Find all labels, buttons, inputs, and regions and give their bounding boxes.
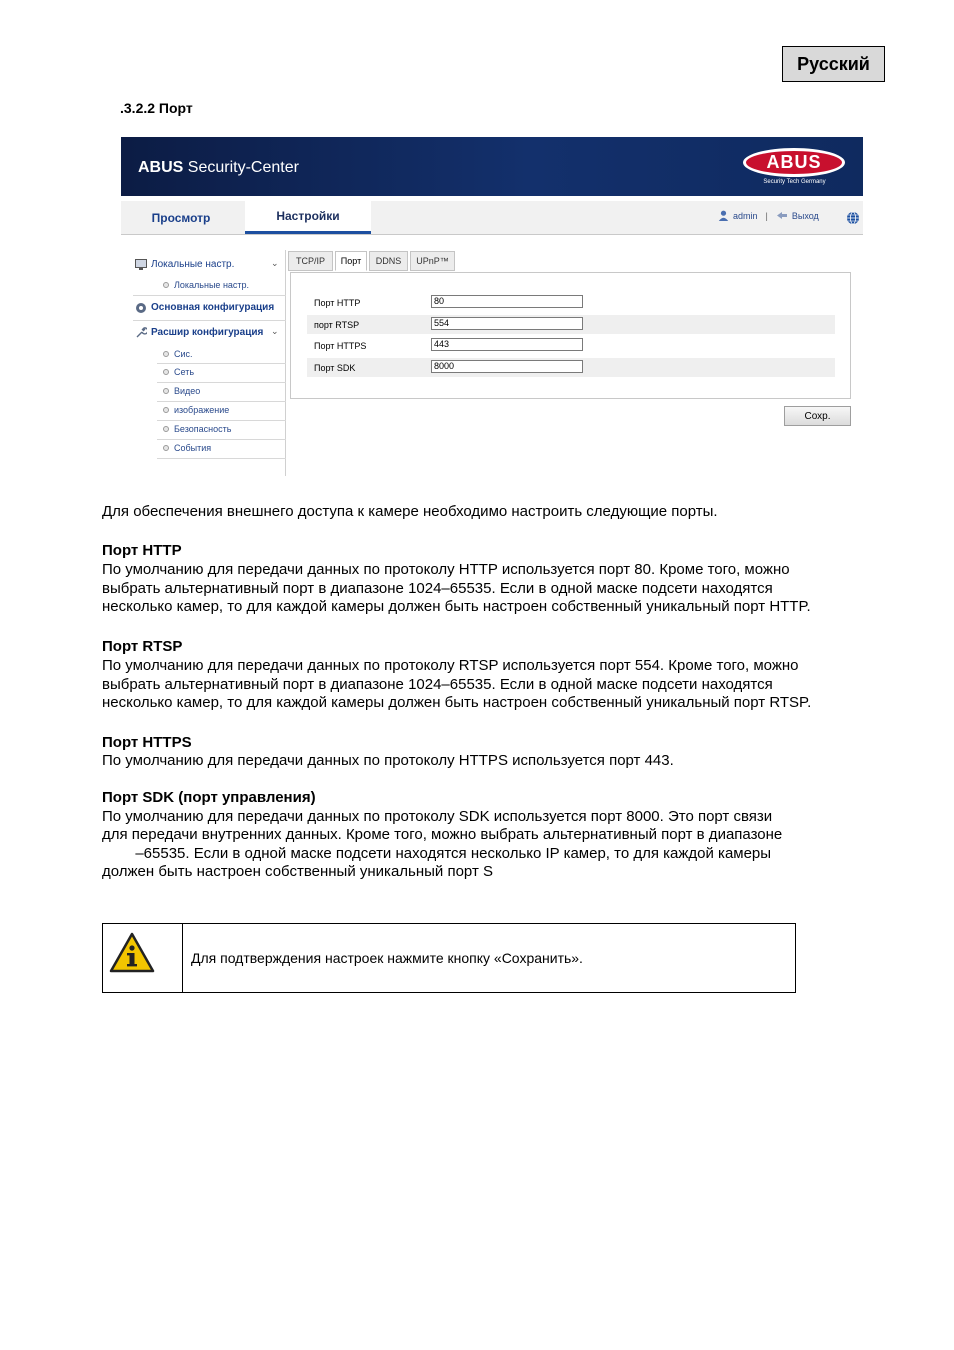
paragraph-line: выбрать альтернативный порт в диапазоне 1024–65535. Если в одной маске подсети находятся bbox=[102, 580, 773, 597]
sidebar-subitem-label: изображение bbox=[174, 405, 230, 415]
sidebar-subitem-network[interactable] bbox=[163, 367, 194, 377]
divider bbox=[157, 401, 286, 402]
paragraph-line: выбрать альтернативный порт в диапазоне 1024–65535. Если в одной маске подсети находятся bbox=[102, 676, 773, 693]
user-name[interactable]: admin bbox=[733, 210, 758, 221]
app-header bbox=[121, 137, 863, 196]
sidebar-subitem-image[interactable] bbox=[163, 405, 229, 415]
bullet-icon bbox=[163, 445, 169, 451]
tab-ddns[interactable]: DDNS bbox=[369, 251, 408, 271]
sdk-heading: Порт SDK (порт управления) bbox=[102, 789, 316, 806]
app-screenshot bbox=[121, 137, 863, 477]
logo-subtitle: Security Tech Germany bbox=[763, 179, 826, 185]
logo-text: ABUS bbox=[743, 148, 845, 177]
bullet-icon bbox=[163, 369, 169, 375]
paragraph-line: По умолчанию для передачи данных по протоколу RTSP используется порт 554. Кроме того, можно bbox=[102, 657, 799, 674]
paragraph-line: По умолчанию для передачи данных по протоколу HTTP используется порт 80. Кроме того, можно bbox=[102, 561, 790, 578]
sidebar-item-local[interactable]: Локальные настр. bbox=[151, 259, 235, 270]
sidebar-item-advanced[interactable]: Расшир конфигурация bbox=[151, 327, 264, 338]
note-divider bbox=[182, 924, 183, 992]
sidebar-subitem-security[interactable] bbox=[163, 424, 231, 434]
rtsp-port-input[interactable]: 554 bbox=[431, 317, 583, 330]
user-area bbox=[718, 210, 819, 221]
field-label: Порт HTTPS bbox=[314, 341, 367, 351]
field-label: порт RTSP bbox=[314, 320, 360, 330]
bullet-icon bbox=[163, 407, 169, 413]
bullet-icon bbox=[163, 388, 169, 394]
field-label: Порт SDK bbox=[314, 363, 356, 373]
tab-upnp[interactable]: UPnP™ bbox=[410, 251, 455, 271]
sidebar-subitem-label: Сис. bbox=[174, 349, 193, 359]
wrench-icon bbox=[135, 326, 147, 338]
bullet-icon bbox=[163, 282, 169, 288]
sidebar-subitem-label: Видео bbox=[174, 386, 201, 396]
section-title: .3.2.2 Порт bbox=[120, 100, 193, 116]
language-badge: Русский bbox=[782, 46, 885, 82]
field-row-sdk bbox=[307, 358, 835, 377]
bullet-icon bbox=[163, 426, 169, 432]
note-box bbox=[102, 923, 796, 993]
divider bbox=[133, 295, 286, 296]
gear-icon bbox=[135, 302, 147, 314]
monitor-icon bbox=[135, 259, 147, 270]
note-text: Для подтверждения настроек нажмите кнопку «Сохранить». bbox=[191, 950, 583, 966]
https-port-input[interactable]: 443 bbox=[431, 338, 583, 351]
user-icon bbox=[718, 210, 729, 221]
sidebar-subitem-label: Локальные настр. bbox=[174, 280, 250, 290]
save-button[interactable]: Сохр. bbox=[784, 406, 851, 426]
paragraph-line: По умолчанию для передачи данных по протоколу HTTPS используется порт 443. bbox=[102, 752, 674, 769]
divider bbox=[157, 363, 286, 364]
tab-settings[interactable]: Настройки bbox=[245, 201, 371, 234]
sidebar-subitem-video[interactable] bbox=[163, 386, 200, 396]
https-heading: Порт HTTPS bbox=[102, 734, 192, 751]
logout-link[interactable]: Выход bbox=[791, 210, 819, 221]
sidebar-item-basic[interactable]: Основная конфигурация bbox=[151, 302, 275, 313]
sidebar-subitem-label: Сеть bbox=[174, 367, 195, 377]
divider bbox=[133, 320, 286, 321]
chevron-down-icon[interactable]: ⌄ bbox=[271, 258, 279, 268]
divider bbox=[157, 458, 286, 459]
intro-text: Для обеспечения внешнего доступа к камере необходимо настроить следующие порты. bbox=[102, 503, 718, 520]
paragraph-line: несколько камер, то для каждой камеры должен быть настроен собственный уникальный порт HTTP. bbox=[102, 598, 811, 615]
divider bbox=[157, 420, 286, 421]
tab-tcpip[interactable]: TCP/IP bbox=[288, 251, 333, 271]
sidebar-subitem-events[interactable] bbox=[163, 443, 211, 453]
field-label: Порт HTTP bbox=[314, 298, 361, 308]
chevron-down-icon[interactable]: ⌄ bbox=[271, 326, 279, 336]
port-settings-panel bbox=[290, 272, 851, 399]
http-port-input[interactable]: 80 bbox=[431, 295, 583, 308]
logout-icon bbox=[776, 211, 788, 220]
sidebar-subitem-local[interactable] bbox=[163, 280, 249, 290]
app-title-rest: Security-Center bbox=[183, 159, 299, 176]
paragraph-line: несколько камер, то для каждой камеры должен быть настроен собственный уникальный порт RTSP. bbox=[102, 694, 812, 711]
app-title bbox=[138, 159, 299, 177]
sdk-port-input[interactable]: 8000 bbox=[431, 360, 583, 373]
tab-view[interactable]: Просмотр bbox=[151, 210, 211, 225]
abus-logo bbox=[742, 147, 847, 187]
field-row-http bbox=[307, 293, 835, 312]
globe-icon[interactable] bbox=[846, 211, 860, 225]
main-nav bbox=[121, 201, 863, 235]
warning-info-icon bbox=[109, 932, 155, 974]
tab-port[interactable]: Порт bbox=[335, 251, 367, 271]
divider bbox=[157, 382, 286, 383]
paragraph-line: По умолчанию для передачи данных по протоколу SDK используется порт 8000. Это порт связи bbox=[102, 808, 773, 825]
sidebar-subitem-system[interactable] bbox=[163, 349, 193, 359]
sidebar-subitem-label: События bbox=[174, 443, 212, 453]
paragraph-line: для передачи внутренних данных. Кроме того, можно выбрать альтернативный порт в диапазоне bbox=[102, 826, 783, 843]
bullet-icon bbox=[163, 351, 169, 357]
divider bbox=[157, 439, 286, 440]
paragraph-line: –65535. Если в одной маске подсети находятся несколько IP камер, то для каждой камеры bbox=[102, 845, 772, 862]
app-title-brand: ABUS bbox=[138, 159, 184, 176]
rtsp-heading: Порт RTSP bbox=[102, 638, 183, 655]
paragraph-line: должен быть настроен собственный уникальный порт S bbox=[102, 863, 493, 880]
sidebar bbox=[121, 250, 286, 476]
field-row-https bbox=[307, 336, 835, 355]
http-heading: Порт HTTP bbox=[102, 542, 182, 559]
sidebar-subitem-label: Безопасность bbox=[174, 424, 232, 434]
separator: | bbox=[765, 210, 768, 221]
field-row-rtsp bbox=[307, 315, 835, 334]
